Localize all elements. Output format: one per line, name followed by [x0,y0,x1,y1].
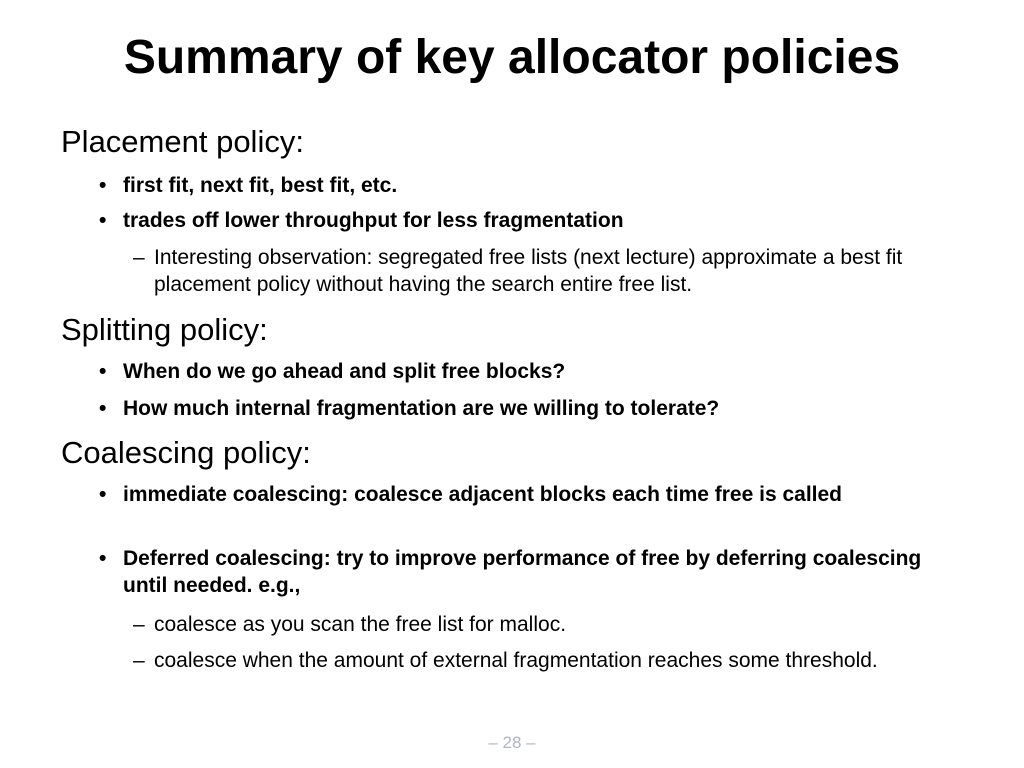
sub-bullet-text: coalesce as you scan the free list for malloc. [154,613,567,636]
bullet-marker: • [99,174,107,197]
bullet-marker: • [99,547,107,570]
sub-bullet-marker: – [133,613,145,636]
bullet-text: Deferred coalescing: try to improve performance of free by deferring coalescing until needed. e.g., [123,547,922,597]
page-number: – 28 – [488,733,536,752]
bullet-item [99,395,969,422]
sub-bullet-text: Interesting observation: segregated free lists (next lecture) approximate a best fit placement policy without having the search entire free list. [154,246,903,296]
bullet-item [99,545,969,599]
sub-bullet-text: coalesce when the amount of external fragmentation reaches some threshold. [154,649,878,672]
bullet-text: first fit, next fit, best fit, etc. [123,174,398,197]
bullet-text: How much internal fragmentation are we willing to tolerate? [123,397,720,420]
section-heading-splitting: Splitting policy: [61,312,268,347]
bullet-text: immediate coalescing: coalesce adjacent blocks each time free is called [123,483,843,506]
bullet-marker: • [99,397,107,420]
sub-bullet-item [133,611,973,638]
bullet-text: When do we go ahead and split free blocks? [123,360,566,383]
bullet-marker: • [99,209,107,232]
section-heading-placement: Placement policy: [61,124,304,159]
sub-bullet-item [133,647,973,674]
bullet-item [99,358,969,385]
bullet-text: trades off lower throughput for less fragmentation [123,209,624,232]
section-heading-coalescing: Coalescing policy: [61,435,311,470]
bullet-item [99,172,969,199]
bullet-item [99,481,969,508]
sub-bullet-marker: – [133,246,145,269]
sub-bullet-item [133,244,973,298]
sub-bullet-marker: – [133,649,145,672]
bullet-marker: • [99,360,107,383]
slide-title: Summary of key allocator policies [123,31,901,84]
bullet-marker: • [99,483,107,506]
bullet-item [99,207,969,234]
